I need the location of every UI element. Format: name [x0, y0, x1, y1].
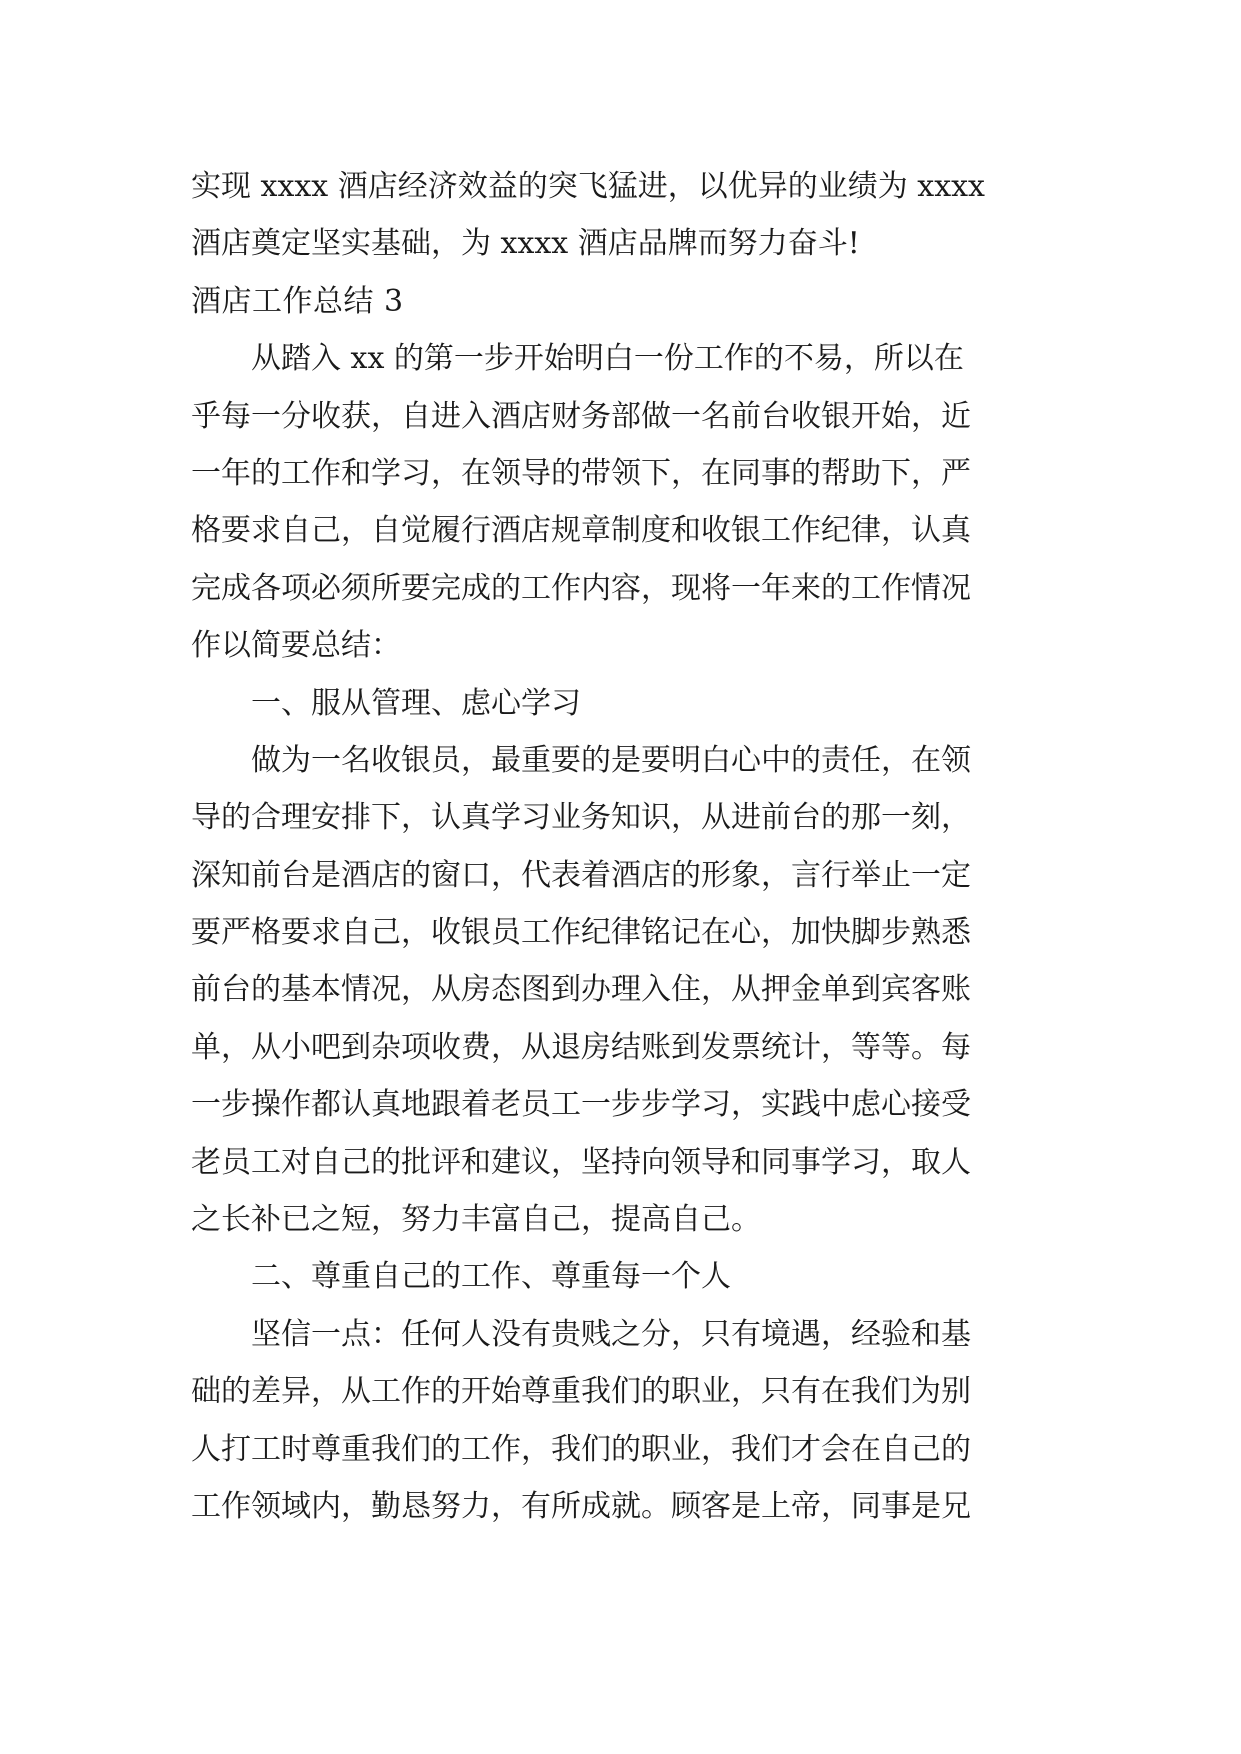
text-line: 作以简要总结： — [191, 628, 401, 664]
text-line: 老员工对自己的批评和建议，坚持向领导和同事学习，取人 — [191, 1144, 971, 1180]
text-line: 之长补已之短，努力丰富自己，提高自己。 — [191, 1202, 761, 1238]
section-title: 酒店工作总结 3 — [191, 283, 404, 319]
text-line: 完成各项必须所要完成的工作内容，现将一年来的工作情况 — [191, 570, 971, 606]
text-line: 础的差异，从工作的开始尊重我们的职业，只有在我们为别 — [191, 1374, 971, 1410]
text-line: 导的合理安排下，认真学习业务知识，从进前台的那一刻， — [191, 800, 971, 836]
text-line: 人打工时尊重我们的工作，我们的职业，我们才会在自己的 — [191, 1431, 971, 1467]
text-line: 实现 xxxx 酒店经济效益的突飞猛进，以优异的业绩为 xxxx — [191, 169, 985, 204]
text-line: 深知前台是酒店的窗口，代表着酒店的形象，言行举止一定 — [191, 857, 971, 893]
text-line: 乎每一分收获，自进入酒店财务部做一名前台收银开始，近 — [191, 398, 971, 434]
document-body — [191, 158, 1051, 1535]
text-line: 格要求自己，自觉履行酒店规章制度和收银工作纪律，认真 — [191, 513, 971, 549]
text-line: 一年的工作和学习，在领导的带领下，在同事的帮助下，严 — [191, 455, 971, 491]
text-line: 前台的基本情况，从房态图到办理入住，从押金单到宾客账 — [191, 972, 971, 1008]
text-line: 工作领域内，勤恳努力，有所成就。顾客是上帝，同事是兄 — [191, 1488, 971, 1524]
subheading-two: 二、尊重自己的工作、尊重每一个人 — [251, 1259, 731, 1295]
text-line: 单，从小吧到杂项收费，从退房结账到发票统计，等等。每 — [191, 1029, 971, 1065]
text-line: 酒店奠定坚实基础，为 xxxx 酒店品牌而努力奋斗! — [191, 226, 860, 262]
paragraph-first-line: 坚信一点：任何人没有贵贱之分，只有境遇，经验和基 — [251, 1316, 971, 1352]
paragraph-first-line: 从踏入 xx 的第一步开始明白一份工作的不易，所以在 — [251, 341, 964, 377]
text-line: 要严格要求自己，收银员工作纪律铭记在心，加快脚步熟悉 — [191, 915, 971, 951]
subheading-one: 一、服从管理、虑心学习 — [251, 685, 581, 721]
text-line: 一步操作都认真地跟着老员工一步步学习，实践中虑心接受 — [191, 1087, 971, 1123]
paragraph-first-line: 做为一名收银员，最重要的是要明白心中的责任，在领 — [251, 742, 971, 778]
